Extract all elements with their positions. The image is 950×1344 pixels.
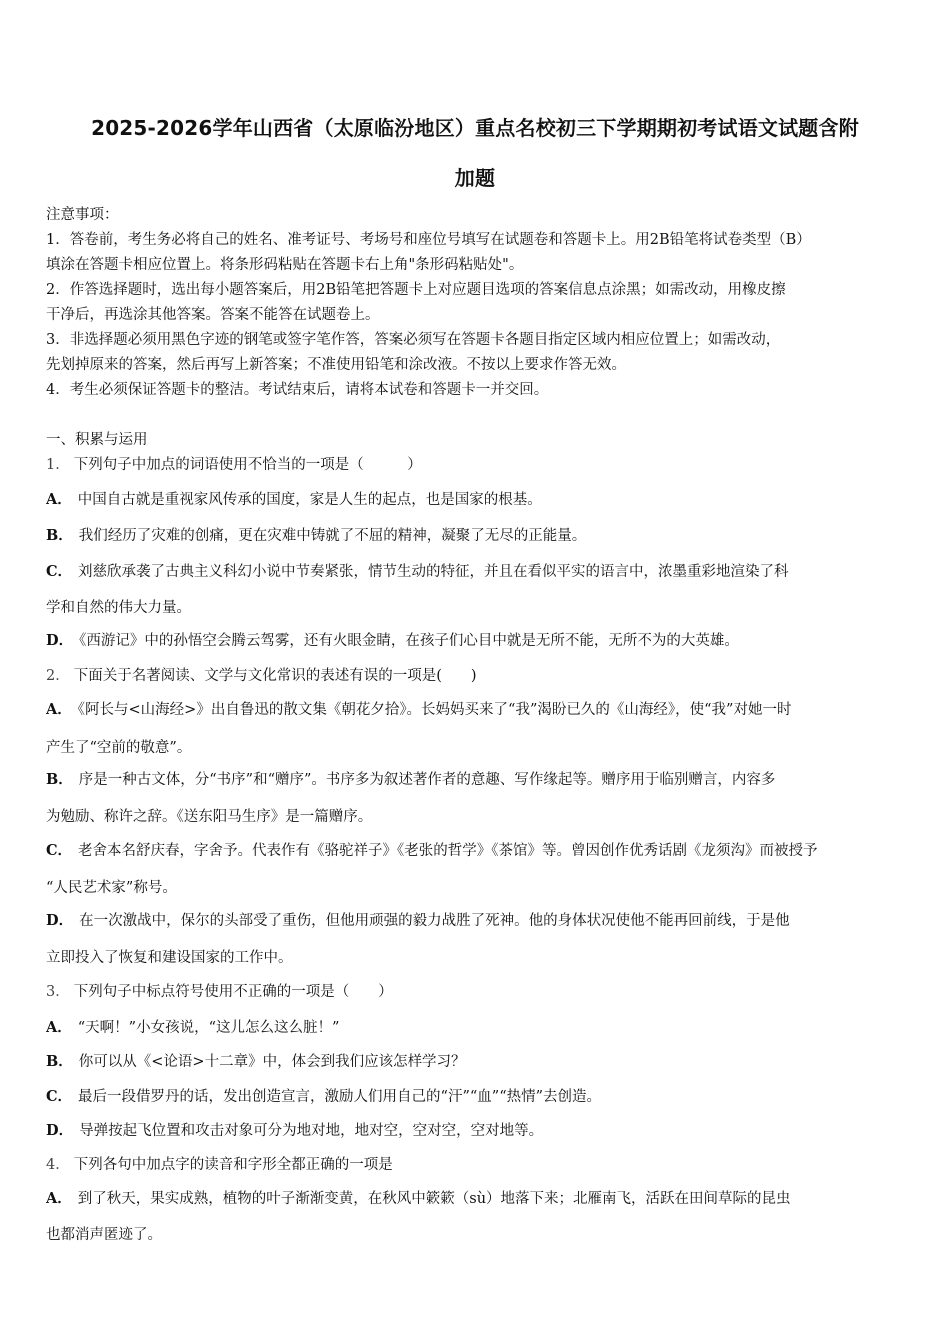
doc-title-line1: 2025-2026学年山西省（太原临汾地区）重点名校初三下学期期初考试语文试题含附 (91, 116, 859, 140)
option-text: 我们经历了灾难的创痛，更在灾难中铸就了不屈的精神，凝聚了无尽的正能量。 (78, 528, 587, 544)
notice-heading: 注意事项： (46, 207, 119, 223)
option-text: 你可以从《<论语>十二章》中，体会到我们应该怎样学习？ (78, 1054, 466, 1070)
q2-option-d (46, 909, 908, 930)
option-label: A． (46, 701, 72, 718)
question-number: 3． (46, 984, 70, 1000)
option-label: C． (46, 563, 73, 580)
option-text: 《西游记》中的孙悟空会腾云驾雾，还有火眼金睛，在孩子们心目中就是无所不能，无所不为的大英雄。 (79, 633, 739, 649)
option-label: A． (46, 491, 72, 508)
option-text: 刘慈欣承袭了古典主义科幻小说中节奏紧张，情节生动的特征，并且在看似平实的语言中，浓墨重彩地渲染了科 (78, 564, 789, 580)
question-text: 下列句子中标点符号使用不正确的一项是（ ） (73, 984, 393, 1000)
option-label: C． (46, 1088, 73, 1105)
option-label: A． (46, 1190, 72, 1207)
q2-option-d-cont: 立即投入了恢复和建设国家的工作中。 (46, 950, 293, 966)
option-text: 在一次激战中，保尔的头部受了重伤，但他用顽强的毅力战胜了死神。他的身体状况使他不能再回前线，于是他 (79, 913, 790, 929)
q2-option-a (46, 698, 908, 719)
q2-option-a-cont: 产生了“空前的敬意”。 (46, 740, 192, 756)
question-number: 1． (46, 457, 70, 473)
question-number: 2． (46, 668, 70, 684)
option-text: 序是一种古文体，分“书序”和“赠序”。书序多为叙述著作者的意趣、写作缘起等。赠序用于临别赠言，内容多 (78, 772, 776, 788)
q1-option-c (46, 560, 908, 581)
option-label: D． (46, 1122, 74, 1139)
notice-line: 先划掉原来的答案，然后再写上新答案；不准使用铅笔和涂改液。不按以上要求作答无效。 (46, 357, 626, 373)
section-heading: 一、积累与运用 (46, 432, 148, 448)
notice-line: 3．非选择题必须用黑色字迹的钢笔或签字笔作答，答案必须写在答题卡各题目指定区域内相应位置上；如需改动， (46, 332, 781, 348)
notice-line: 干净后，再选涂其他答案。答案不能答在试题卷上。 (46, 307, 380, 323)
q4-option-a (46, 1187, 908, 1208)
question-text: 下面关于名著阅读、文学与文化常识的表述有误的一项是( ) (73, 668, 477, 684)
q1-option-b (46, 524, 908, 545)
option-label: C． (46, 842, 73, 859)
q2-option-c-cont: “人民艺术家”称号。 (46, 880, 177, 896)
q2-option-b (46, 768, 908, 789)
option-label: B． (46, 771, 73, 788)
option-text: 最后一段借罗丹的话，发出创造宣言，激励人们用自己的“汗”“血”“热情”去创造。 (78, 1089, 602, 1105)
option-label: B． (46, 1053, 73, 1070)
q3-option-c (46, 1085, 908, 1106)
option-label: B． (46, 527, 73, 544)
option-text: 老舍本名舒庆春，字舍予。代表作有《骆驼祥子》《老张的哲学》《茶馆》等。曾因创作优秀话剧《龙须沟》而被授予 (78, 843, 818, 859)
q3-option-b (46, 1050, 908, 1071)
notice-line: 1．答卷前，考生务必将自己的姓名、准考证号、考场号和座位号填写在试题卷和答题卡上。用2B铅笔将试卷类型（B） (46, 232, 811, 248)
question-2-stem (46, 664, 908, 685)
option-label: D． (46, 912, 74, 929)
q3-option-a (46, 1016, 908, 1037)
option-text: 《阿长与<山海经>》出自鲁迅的散文集《朝花夕拾》。长妈妈买来了“我”渴盼已久的《山海经》，使“我”对她一时 (77, 702, 792, 718)
q2-option-b-cont: 为勉励、称许之辞。《送东阳马生序》是一篇赠序。 (46, 809, 373, 825)
question-3-stem (46, 980, 908, 1001)
question-4-stem (46, 1153, 908, 1174)
option-label: A． (46, 1019, 72, 1036)
option-text: “天啊！”小女孩说，“这儿怎么这么脏！” (77, 1020, 340, 1036)
option-label: D． (46, 632, 74, 649)
q2-option-c (46, 839, 908, 860)
q1-option-d (46, 629, 908, 650)
doc-title-line2: 加题 (454, 166, 496, 190)
question-text: 下列句子中加点的词语使用不恰当的一项是（ ） (73, 457, 422, 473)
question-text: 下列各句中加点字的读音和字形全都正确的一项是 (73, 1157, 393, 1173)
notice-line: 4．考生必须保证答题卡的整洁。考试结束后，请将本试卷和答题卡一并交回。 (46, 382, 549, 398)
question-number: 4． (46, 1157, 70, 1173)
q4-option-a-cont: 也都消声匿迹了。 (46, 1227, 162, 1243)
question-1-stem (46, 453, 908, 474)
q1-option-c-cont: 学和自然的伟大力量。 (46, 600, 191, 616)
q3-option-d (46, 1119, 908, 1140)
option-text: 中国自古就是重视家风传承的国度，家是人生的起点，也是国家的根基。 (77, 492, 542, 508)
notice-line: 2．作答选择题时，选出每小题答案后，用2B铅笔把答题卡上对应题目选项的答案信息点涂黑；如需改动，用橡皮擦 (46, 282, 786, 298)
q1-option-a (46, 488, 908, 509)
option-text: 到了秋天，果实成熟，植物的叶子渐渐变黄，在秋风中簌簌（sù）地落下来；北雁南飞，活跃在田间草际的昆虫 (77, 1191, 791, 1207)
option-text: 导弹按起飞位置和攻击对象可分为地对地，地对空，空对空，空对地等。 (79, 1123, 544, 1139)
notice-line: 填涂在答题卡相应位置上。将条形码粘贴在答题卡右上角"条形码粘贴处"。 (46, 257, 524, 273)
